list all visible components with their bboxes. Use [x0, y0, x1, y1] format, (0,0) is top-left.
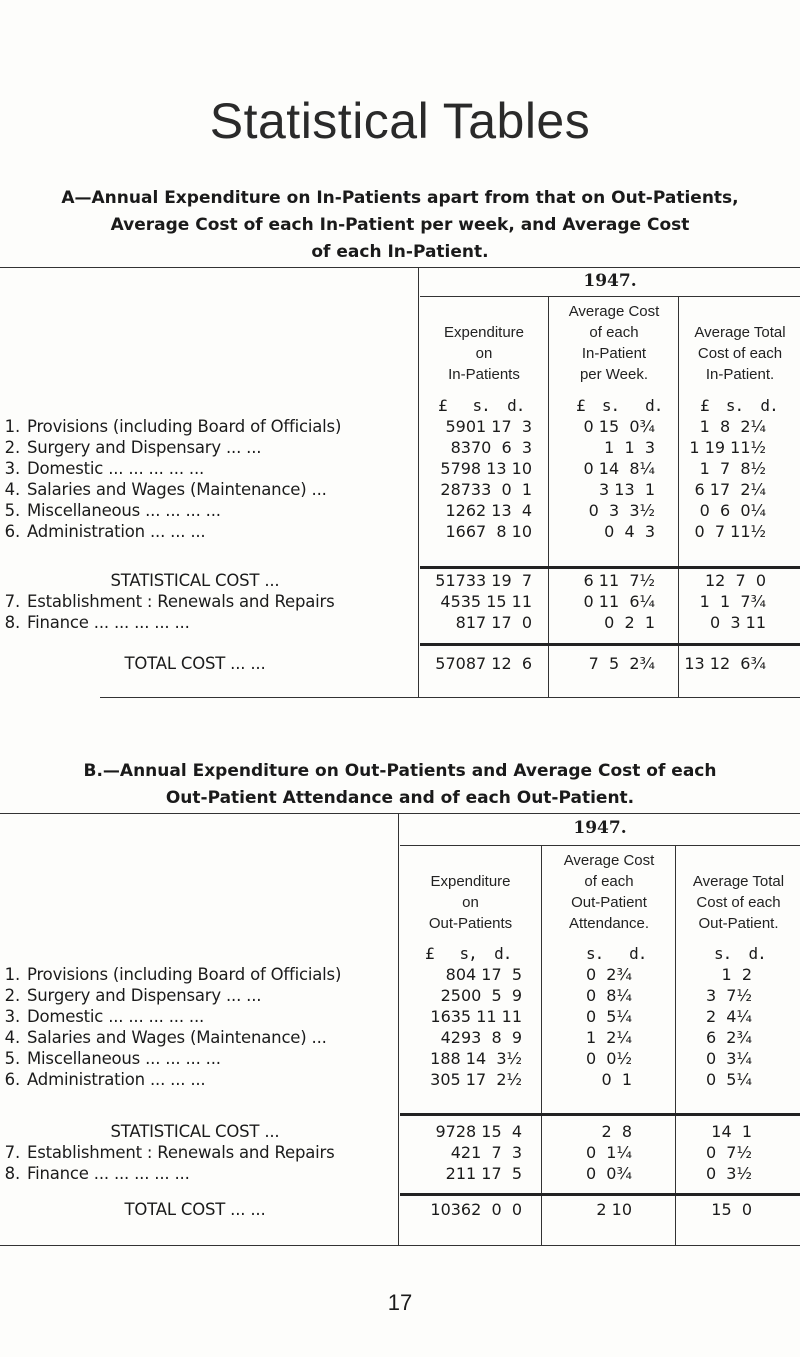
- cell-average-attendance: 0 0½: [585, 1049, 632, 1068]
- rule: [675, 845, 676, 1245]
- cell-average-total: 0 6 0¼: [699, 501, 766, 520]
- col-line: Expenditure: [443, 324, 525, 341]
- rule: [400, 1193, 800, 1196]
- row-text: Miscellaneous ... ... ... ...: [27, 1049, 221, 1068]
- rule: [0, 267, 800, 268]
- row-text: Establishment : Renewals and Repairs: [27, 592, 335, 611]
- row-number: 2.: [4, 986, 20, 1005]
- column-header: [680, 322, 800, 385]
- cell-average-attendance: 0 0¾: [585, 1164, 632, 1183]
- column-header: [543, 850, 675, 934]
- cell-average-attendance: 0 1: [601, 1070, 632, 1089]
- cell-average-total: 0 5¼: [705, 1070, 752, 1089]
- row-number: 4.: [4, 480, 20, 499]
- row-number: 5.: [4, 1049, 20, 1068]
- cell-average-attendance: 0 8¼: [585, 986, 632, 1005]
- row-text: Finance ... ... ... ... ...: [27, 1164, 190, 1183]
- cell-average-total: 2 4¼: [705, 1007, 752, 1026]
- rule: [420, 566, 800, 569]
- cell-expenditure: 1262 13 4: [445, 501, 532, 520]
- units-header: £ s. d.: [438, 396, 525, 415]
- cell-expenditure: 8370 6 3: [450, 438, 532, 457]
- rule: [100, 697, 800, 698]
- col-line: of each: [584, 873, 634, 890]
- units-header: s. d.: [586, 944, 647, 963]
- col-line: In-Patient.: [705, 366, 775, 383]
- row-text: Domestic ... ... ... ... ...: [27, 1007, 205, 1026]
- row-label: [0, 501, 221, 520]
- rule: [0, 813, 800, 814]
- rule: [398, 813, 399, 1245]
- cell-average-week: 0 4 3: [604, 522, 655, 541]
- row-number: 3.: [4, 1007, 20, 1026]
- rule: [418, 267, 419, 697]
- row-number: 4.: [4, 1028, 20, 1047]
- section-a-heading: [0, 185, 800, 266]
- row-number: 7.: [4, 1143, 20, 1162]
- row-text: Surgery and Dispensary ... ...: [27, 986, 262, 1005]
- cell-average-total: 1 1 7¾: [699, 592, 766, 611]
- cell-average-total: 1 7 8½: [699, 459, 766, 478]
- rule: [420, 643, 800, 646]
- cell-average-attendance: 2 10: [596, 1200, 632, 1219]
- row-label: [0, 459, 204, 478]
- col-line: Out-Patients: [428, 915, 513, 932]
- cell-average-week: 0 15 0¾: [583, 417, 655, 436]
- row-number: 5.: [4, 501, 20, 520]
- cell-average-week: 0 2 1: [604, 613, 655, 632]
- row-label: [0, 1143, 335, 1162]
- cell-expenditure: 421 7 3: [450, 1143, 522, 1162]
- cell-average-total: 0 7½: [705, 1143, 752, 1162]
- row-label: [0, 965, 341, 984]
- row-label: [0, 522, 205, 541]
- row-label: [0, 438, 261, 457]
- row-number: 7.: [4, 592, 20, 611]
- col-line: per Week.: [579, 366, 649, 383]
- cell-average-total: 6 2¾: [705, 1028, 752, 1047]
- rule: [420, 296, 800, 297]
- row-text: Salaries and Wages (Maintenance) ...: [27, 1028, 327, 1047]
- statistical-cost-label: STATISTICAL COST ...: [110, 571, 280, 590]
- units-header: £ s, d.: [425, 944, 512, 963]
- cell-average-total: 0 3½: [705, 1164, 752, 1183]
- row-number: 2.: [4, 438, 20, 457]
- row-text: Provisions (including Board of Officials): [27, 417, 342, 436]
- cell-expenditure: 4535 15 11: [440, 592, 532, 611]
- col-line: Out-Patient: [571, 894, 647, 911]
- row-number: 8.: [4, 613, 20, 632]
- cell-average-total: 1 2: [721, 965, 752, 984]
- col-line: Average Total: [692, 873, 785, 890]
- col-line: Expenditure: [430, 873, 511, 890]
- row-label: [0, 417, 341, 436]
- col-line: In-Patient: [581, 345, 647, 362]
- cell-average-total: 14 1: [711, 1122, 752, 1141]
- heading-line: of each In-Patient.: [311, 242, 489, 262]
- cell-expenditure: 28733 0 1: [440, 480, 532, 499]
- col-line: of each: [589, 324, 639, 341]
- row-text: Domestic ... ... ... ... ...: [27, 459, 205, 478]
- col-line: Cost of each: [696, 894, 781, 911]
- rule: [400, 1113, 800, 1116]
- cell-average-total: 1 19 11½: [689, 438, 766, 457]
- units-header: s. d.: [714, 944, 766, 963]
- row-text: Administration ... ... ...: [27, 522, 206, 541]
- row-text: Establishment : Renewals and Repairs: [27, 1143, 335, 1162]
- year-label: 1947.: [573, 818, 627, 838]
- row-text: Salaries and Wages (Maintenance) ...: [27, 480, 327, 499]
- col-line: Average Total: [694, 324, 786, 341]
- cell-expenditure: 804 17 5: [445, 965, 522, 984]
- column-header: [677, 871, 800, 934]
- page-title: Statistical Tables: [209, 93, 591, 149]
- cell-expenditure: 305 17 2½: [430, 1070, 522, 1089]
- cell-average-week: 1 1 3: [604, 438, 655, 457]
- cell-expenditure: 1667 8 10: [445, 522, 532, 541]
- cell-average-week: 6 11 7½: [583, 571, 655, 590]
- cell-average-week: 0 14 8¼: [583, 459, 655, 478]
- col-line: on: [462, 894, 479, 911]
- row-text: Administration ... ... ...: [27, 1070, 206, 1089]
- heading-line: Out-Patient Attendance and of each Out-Patient.: [165, 788, 635, 808]
- row-label: [0, 1028, 327, 1047]
- cell-average-week: 7 5 2¾: [588, 654, 655, 673]
- row-number: 6.: [4, 522, 20, 541]
- cell-average-attendance: 2 8: [601, 1122, 632, 1141]
- row-text: Surgery and Dispensary ... ...: [27, 438, 262, 457]
- cell-expenditure: 817 17 0: [455, 613, 532, 632]
- cell-average-total: 3 7½: [705, 986, 752, 1005]
- cell-average-total: 15 0: [711, 1200, 752, 1219]
- cell-expenditure: 51733 19 7: [435, 571, 532, 590]
- row-label: [0, 480, 327, 499]
- col-line: Out-Patient.: [698, 915, 779, 932]
- col-line: Cost of each: [697, 345, 783, 362]
- col-line: Average Cost: [563, 852, 655, 869]
- heading-line: Average Cost of each In-Patient per week, and Average Cost: [110, 215, 690, 235]
- cell-average-total: 12 7 0: [704, 571, 766, 590]
- col-line: on: [475, 345, 493, 362]
- column-header: [550, 301, 678, 385]
- section-b-heading: [0, 758, 800, 812]
- row-label: [0, 986, 261, 1005]
- rule: [541, 845, 542, 1245]
- cell-average-total: 1 8 2¼: [699, 417, 766, 436]
- cell-average-week: 0 3 3½: [588, 501, 655, 520]
- cell-expenditure: 1635 11 11: [430, 1007, 522, 1026]
- cell-expenditure: 211 17 5: [445, 1164, 522, 1183]
- cell-expenditure: 188 14 3½: [430, 1049, 522, 1068]
- row-label: [0, 592, 335, 611]
- cell-expenditure: 5901 17 3: [445, 417, 532, 436]
- row-number: 3.: [4, 459, 20, 478]
- row-number: 8.: [4, 1164, 20, 1183]
- row-number: 1.: [4, 417, 20, 436]
- column-header: [400, 871, 541, 934]
- col-line: Attendance.: [568, 915, 650, 932]
- cell-expenditure: 5798 13 10: [440, 459, 532, 478]
- cell-average-total: 0 3 11: [710, 613, 766, 632]
- row-text: Provisions (including Board of Officials): [27, 965, 342, 984]
- col-line: In-Patients: [448, 366, 520, 383]
- statistical-cost-label: STATISTICAL COST ...: [110, 1122, 280, 1141]
- row-text: Finance ... ... ... ... ...: [27, 613, 190, 632]
- cell-average-total: 0 3¼: [705, 1049, 752, 1068]
- row-text: Miscellaneous ... ... ... ...: [27, 501, 221, 520]
- units-header: £ s. d.: [576, 396, 663, 415]
- cell-average-total: 13 12 6¾: [684, 654, 766, 673]
- cell-average-week: 3 13 1: [599, 480, 655, 499]
- units-header: £ s. d.: [700, 396, 778, 415]
- cell-average-total: 6 17 2¼: [694, 480, 766, 499]
- row-label: [0, 1164, 190, 1183]
- row-label: [0, 1049, 221, 1068]
- column-header: [420, 322, 548, 385]
- cell-expenditure: 57087 12 6: [435, 654, 532, 673]
- cell-average-attendance: 0 1¼: [585, 1143, 632, 1162]
- row-number: 6.: [4, 1070, 20, 1089]
- rule: [678, 296, 679, 697]
- cell-expenditure: 2500 5 9: [440, 986, 522, 1005]
- row-label: [0, 1070, 205, 1089]
- rule: [400, 845, 800, 846]
- cell-average-week: 0 11 6¼: [583, 592, 655, 611]
- total-cost-label: TOTAL COST ... ...: [124, 1200, 266, 1219]
- heading-line: B.—Annual Expenditure on Out-Patients and Average Cost of each: [83, 761, 717, 781]
- heading-line: A—Annual Expenditure on In-Patients apart from that on Out-Patients,: [61, 188, 739, 208]
- year-label: 1947.: [583, 271, 637, 291]
- cell-average-attendance: 0 2¾: [585, 965, 632, 984]
- row-label: [0, 1007, 204, 1026]
- page-number: 17: [387, 1290, 413, 1315]
- row-label: [0, 613, 190, 632]
- col-line: Average Cost: [568, 303, 660, 320]
- total-cost-label: TOTAL COST ... ...: [124, 654, 266, 673]
- cell-expenditure: 10362 0 0: [430, 1200, 522, 1219]
- row-number: 1.: [4, 965, 20, 984]
- rule: [0, 1245, 800, 1246]
- cell-average-total: 0 7 11½: [694, 522, 766, 541]
- cell-expenditure: 9728 15 4: [435, 1122, 522, 1141]
- rule: [548, 296, 549, 697]
- cell-average-attendance: 1 2¼: [585, 1028, 632, 1047]
- cell-average-attendance: 0 5¼: [585, 1007, 632, 1026]
- cell-expenditure: 4293 8 9: [440, 1028, 522, 1047]
